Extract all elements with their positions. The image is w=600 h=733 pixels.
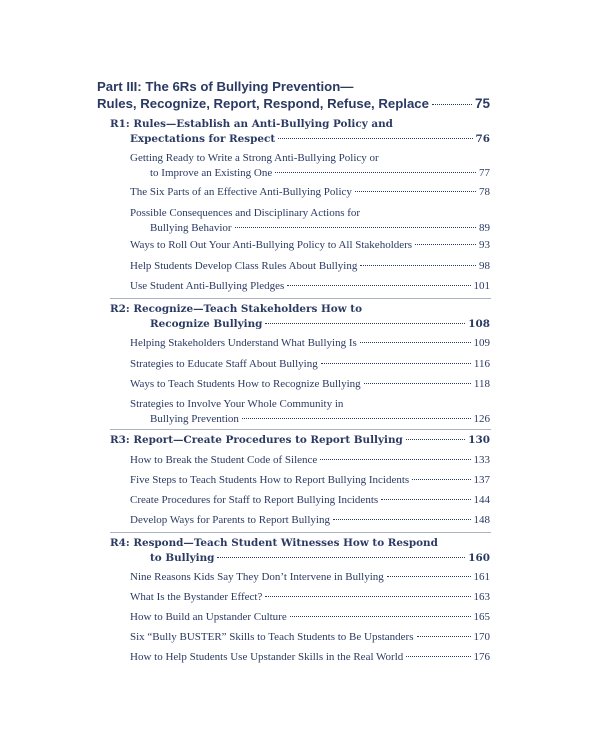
section-divider bbox=[110, 532, 491, 533]
leader-dots bbox=[417, 636, 471, 637]
entry-page-number: 77 bbox=[479, 167, 490, 179]
leader-dots bbox=[360, 265, 476, 266]
toc-entry bbox=[130, 377, 490, 392]
part-heading bbox=[97, 78, 490, 112]
section-title-line2: Recognize Bullying bbox=[150, 318, 263, 330]
entry-title: Strategies to Educate Staff About Bullying bbox=[130, 358, 318, 370]
entry-title: Six “Bully BUSTER” Skills to Teach Students to Be Upstanders bbox=[130, 631, 414, 643]
leader-dots bbox=[287, 285, 470, 286]
entry-page-number: 176 bbox=[473, 651, 490, 663]
leader-dots bbox=[415, 244, 476, 245]
toc-entry bbox=[130, 397, 490, 427]
toc-entry bbox=[130, 357, 490, 372]
entry-title-line2: Bullying Behavior bbox=[150, 222, 232, 234]
entry-page-number: 126 bbox=[473, 413, 490, 425]
section-page-number: 130 bbox=[468, 434, 490, 446]
leader-dots bbox=[321, 363, 471, 364]
leader-dots bbox=[360, 342, 471, 343]
toc-entry bbox=[130, 630, 490, 645]
toc-entry bbox=[130, 493, 490, 508]
toc-entry bbox=[130, 185, 490, 200]
section-title: R3: Report—Create Procedures to Report Bullying bbox=[110, 434, 403, 446]
entry-title: How to Break the Student Code of Silence bbox=[130, 454, 318, 466]
part-title-line1: Part III: The 6Rs of Bullying Prevention— bbox=[97, 79, 354, 94]
toc-entry bbox=[130, 610, 490, 625]
toc-entry bbox=[130, 473, 490, 488]
section-title-line2: to Bullying bbox=[150, 552, 215, 564]
toc-entry bbox=[130, 336, 490, 351]
entry-title-line2: to Improve an Existing One bbox=[150, 167, 273, 179]
toc-entry bbox=[130, 206, 490, 236]
entry-title-line1: Strategies to Involve Your Whole Community in bbox=[130, 398, 344, 410]
section-page-number: 108 bbox=[468, 318, 490, 330]
entry-title-line2: Bullying Prevention bbox=[150, 413, 239, 425]
entry-page-number: 170 bbox=[473, 631, 490, 643]
leader-dots bbox=[406, 656, 470, 657]
entry-title: The Six Parts of an Effective Anti-Bullying Policy bbox=[130, 186, 352, 198]
entry-title: Helping Stakeholders Understand What Bullying Is bbox=[130, 337, 357, 349]
entry-page-number: 109 bbox=[473, 337, 490, 349]
toc-entry bbox=[130, 453, 490, 468]
entry-page-number: 98 bbox=[479, 260, 490, 272]
entry-page-number: 133 bbox=[473, 454, 490, 466]
toc-entry bbox=[130, 570, 490, 585]
part-title-line2: Rules, Recognize, Report, Respond, Refuse, Replace bbox=[97, 96, 429, 111]
toc-entry bbox=[130, 238, 490, 253]
entry-title: Create Procedures for Staff to Report Bullying Incidents bbox=[130, 494, 379, 506]
leader-dots bbox=[278, 138, 472, 139]
entry-title: Use Student Anti-Bullying Pledges bbox=[130, 280, 285, 292]
entry-page-number: 118 bbox=[473, 378, 490, 390]
entry-page-number: 165 bbox=[473, 611, 490, 623]
toc-entry bbox=[130, 513, 490, 528]
section-title-line1: R1: Rules—Establish an Anti-Bullying Policy and bbox=[110, 118, 393, 130]
leader-dots bbox=[333, 519, 471, 520]
entry-page-number: 89 bbox=[479, 222, 490, 234]
leader-dots bbox=[265, 323, 465, 324]
entry-page-number: 144 bbox=[473, 494, 490, 506]
entry-title: What Is the Bystander Effect? bbox=[130, 591, 263, 603]
leader-dots bbox=[412, 479, 470, 480]
section-title-line1: R4: Respond—Teach Student Witnesses How to Respond bbox=[110, 537, 438, 549]
section-r3-heading bbox=[110, 433, 490, 448]
leader-dots bbox=[275, 172, 476, 173]
section-title-line1: R2: Recognize—Teach Stakeholders How to bbox=[110, 303, 363, 315]
entry-page-number: 161 bbox=[473, 571, 490, 583]
leader-dots bbox=[355, 191, 476, 192]
leader-dots bbox=[406, 439, 466, 440]
entry-title: Ways to Roll Out Your Anti-Bullying Policy to All Stakeholders bbox=[130, 239, 413, 251]
leader-dots bbox=[364, 383, 471, 384]
section-divider bbox=[110, 298, 491, 299]
toc-entry bbox=[130, 650, 490, 665]
part-page-number: 75 bbox=[474, 96, 490, 111]
entry-title: Help Students Develop Class Rules About Bullying bbox=[130, 260, 358, 272]
toc-entry bbox=[130, 590, 490, 605]
leader-dots bbox=[320, 459, 470, 460]
leader-dots bbox=[242, 418, 471, 419]
section-page-number: 160 bbox=[468, 552, 490, 564]
section-r4-heading bbox=[110, 536, 490, 566]
leader-dots bbox=[290, 616, 471, 617]
entry-page-number: 93 bbox=[479, 239, 490, 251]
entry-page-number: 101 bbox=[473, 280, 490, 292]
entry-title: Five Steps to Teach Students How to Report Bullying Incidents bbox=[130, 474, 410, 486]
leader-dots bbox=[432, 104, 472, 105]
toc-entry bbox=[130, 259, 490, 274]
section-divider bbox=[110, 429, 491, 430]
entry-title: How to Build an Upstander Culture bbox=[130, 611, 287, 623]
section-page-number: 76 bbox=[475, 133, 490, 145]
entry-title: Nine Reasons Kids Say They Don’t Intervene in Bullying bbox=[130, 571, 384, 583]
leader-dots bbox=[265, 596, 470, 597]
entry-page-number: 148 bbox=[473, 514, 490, 526]
leader-dots bbox=[217, 557, 465, 558]
entry-title: How to Help Students Use Upstander Skills in the Real World bbox=[130, 651, 404, 663]
leader-dots bbox=[235, 227, 476, 228]
toc-entry bbox=[130, 151, 490, 181]
entry-title-line1: Getting Ready to Write a Strong Anti-Bullying Policy or bbox=[130, 152, 379, 164]
section-r1-heading bbox=[110, 117, 490, 147]
entry-title-line1: Possible Consequences and Disciplinary Actions for bbox=[130, 207, 361, 219]
entry-title: Develop Ways for Parents to Report Bullying bbox=[130, 514, 330, 526]
section-title-line2: Expectations for Respect bbox=[130, 133, 276, 145]
toc-entry bbox=[130, 279, 490, 294]
entry-page-number: 116 bbox=[473, 358, 490, 370]
leader-dots bbox=[387, 576, 471, 577]
entry-title: Ways to Teach Students How to Recognize Bullying bbox=[130, 378, 361, 390]
entry-page-number: 163 bbox=[473, 591, 490, 603]
section-r2-heading bbox=[110, 302, 490, 332]
leader-dots bbox=[381, 499, 470, 500]
entry-page-number: 78 bbox=[479, 186, 490, 198]
entry-page-number: 137 bbox=[473, 474, 490, 486]
